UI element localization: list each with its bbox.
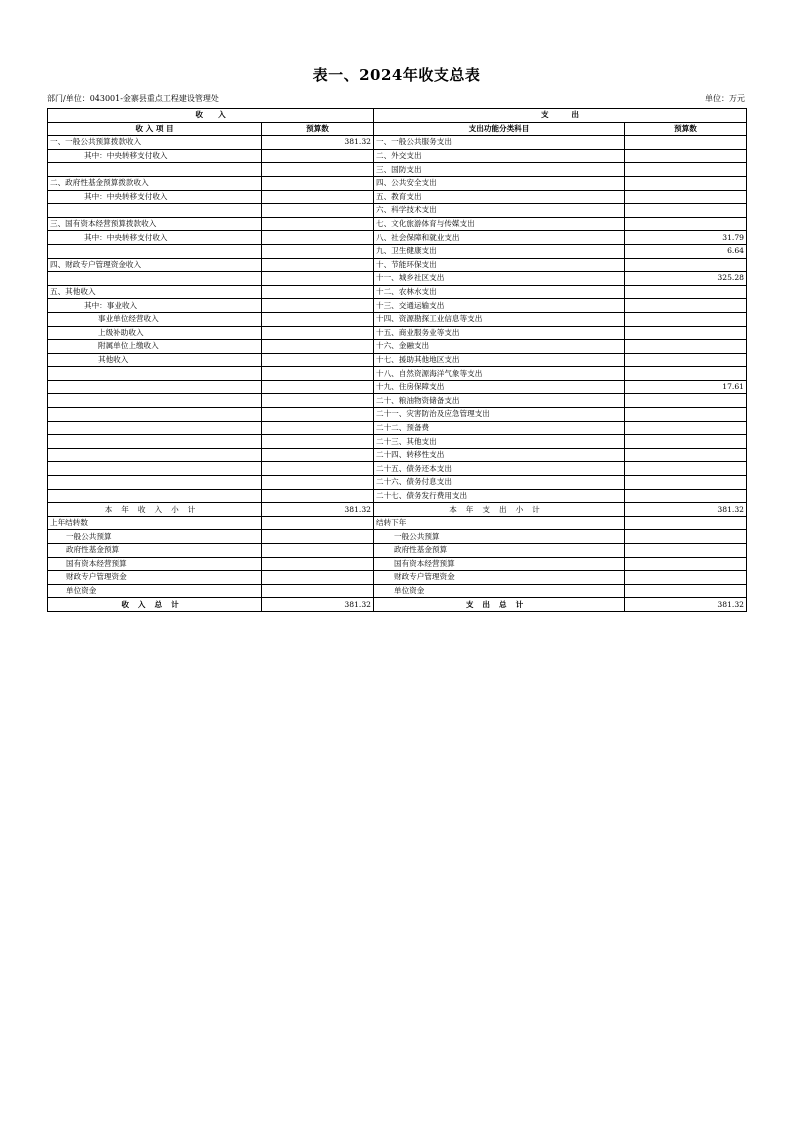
expense-item-cell: 十八、自然资源海洋气象等支出 (374, 367, 625, 381)
income-item-cell: 二、政府性基金预算拨款收入 (48, 176, 262, 190)
expense-budget-cell (625, 149, 747, 163)
income-item-cell: 上级补助收入 (48, 326, 262, 340)
income-item-cell (48, 476, 262, 490)
table-row (48, 272, 747, 286)
total-row (48, 598, 747, 612)
income-item-cell: 其中：中央转移支付收入 (48, 149, 262, 163)
income-item-cell (48, 435, 262, 449)
income-budget-cell (262, 231, 374, 245)
table-row (48, 462, 747, 476)
table-row (48, 163, 747, 177)
income-budget-cell (262, 530, 374, 544)
expense-budget-cell: 381.32 (625, 598, 747, 612)
expense-item-cell: 十六、金融支出 (374, 340, 625, 354)
expense-item-cell: 十一、城乡社区支出 (374, 272, 625, 286)
income-item-cell (48, 489, 262, 503)
expense-budget-cell (625, 326, 747, 340)
table-row (48, 204, 747, 218)
expense-item-cell: 二十、粮油物资储备支出 (374, 394, 625, 408)
expense-item-cell: 四、公共安全支出 (374, 176, 625, 190)
income-item-cell (48, 204, 262, 218)
income-item-cell: 其他收入 (48, 353, 262, 367)
income-item-cell: 本年收入小计 (48, 503, 262, 517)
income-item-cell (48, 244, 262, 258)
expense-item-cell: 结转下年 (374, 516, 625, 530)
income-budget-cell (262, 244, 374, 258)
table-row (48, 190, 747, 204)
expense-item-cell: 二十三、其他支出 (374, 435, 625, 449)
table-row (48, 176, 747, 190)
table-row (48, 312, 747, 326)
income-item-cell: 收入总计 (48, 598, 262, 612)
expense-item-cell: 二十一、灾害防治及应急管理支出 (374, 408, 625, 422)
expense-item-header: 支出功能分类科目 (374, 122, 625, 136)
income-budget-cell (262, 571, 374, 585)
expense-budget-cell (625, 516, 747, 530)
carryover-row (48, 544, 747, 558)
table-row (48, 394, 747, 408)
expense-budget-cell (625, 462, 747, 476)
expense-item-cell: 支出总计 (374, 598, 625, 612)
income-budget-cell (262, 326, 374, 340)
expense-item-cell: 十三、交通运输支出 (374, 299, 625, 313)
table-row (48, 476, 747, 490)
expense-item-cell: 一、一般公共服务支出 (374, 136, 625, 150)
income-budget-cell (262, 394, 374, 408)
income-budget-cell (262, 204, 374, 218)
table-row (48, 299, 747, 313)
income-budget-cell (262, 408, 374, 422)
income-budget-cell (262, 557, 374, 571)
income-item-cell (48, 163, 262, 177)
income-budget-cell (262, 367, 374, 381)
table-row (48, 380, 747, 394)
income-item-cell (48, 408, 262, 422)
expense-budget-cell (625, 367, 747, 381)
expense-budget-cell: 325.28 (625, 272, 747, 286)
income-budget-cell (262, 217, 374, 231)
expense-budget-cell (625, 476, 747, 490)
expense-budget-cell (625, 136, 747, 150)
income-item-cell: 财政专户管理资金 (48, 571, 262, 585)
income-budget-cell (262, 462, 374, 476)
department-label: 部门/单位：043001-金寨县重点工程建设管理处 (47, 94, 219, 103)
expense-budget-cell (625, 394, 747, 408)
income-item-cell (48, 448, 262, 462)
expense-budget-cell (625, 299, 747, 313)
income-item-cell (48, 367, 262, 381)
expense-item-cell: 十四、资源勘探工业信息等支出 (374, 312, 625, 326)
income-item-cell (48, 421, 262, 435)
expense-budget-cell (625, 163, 747, 177)
expense-budget-cell: 6.64 (625, 244, 747, 258)
income-budget-cell: 381.32 (262, 598, 374, 612)
table-row (48, 421, 747, 435)
expense-budget-cell (625, 408, 747, 422)
table-row (48, 448, 747, 462)
column-header-row (48, 122, 747, 136)
expense-item-cell: 三、国防支出 (374, 163, 625, 177)
income-budget-cell (262, 149, 374, 163)
expense-budget-cell (625, 217, 747, 231)
income-budget-cell (262, 176, 374, 190)
income-budget-cell (262, 340, 374, 354)
expense-item-cell: 单位资金 (374, 584, 625, 598)
income-budget-cell (262, 476, 374, 490)
expense-budget-cell: 381.32 (625, 503, 747, 517)
income-item-cell: 一、一般公共预算拨款收入 (48, 136, 262, 150)
section-header-row (48, 109, 747, 123)
table-row (48, 326, 747, 340)
unit-label: 单位：万元 (705, 94, 745, 103)
income-budget-cell: 381.32 (262, 503, 374, 517)
income-item-cell: 上年结转数 (48, 516, 262, 530)
table-row (48, 244, 747, 258)
income-budget-cell (262, 421, 374, 435)
expense-budget-cell (625, 448, 747, 462)
expense-section-header: 支 出 (374, 109, 747, 123)
expense-budget-cell (625, 421, 747, 435)
carryover-row (48, 557, 747, 571)
expense-budget-cell (625, 557, 747, 571)
income-budget-cell (262, 544, 374, 558)
income-budget-cell (262, 163, 374, 177)
expense-item-cell: 二十二、预备费 (374, 421, 625, 435)
income-item-header: 收 入 项 目 (48, 122, 262, 136)
carryover-row (48, 530, 747, 544)
income-item-cell (48, 462, 262, 476)
income-budget-cell (262, 258, 374, 272)
table-row (48, 340, 747, 354)
expense-item-cell: 十九、住房保障支出 (374, 380, 625, 394)
income-item-cell: 四、财政专户管理资金收入 (48, 258, 262, 272)
expense-budget-cell (625, 353, 747, 367)
expense-item-cell: 十、节能环保支出 (374, 258, 625, 272)
income-budget-cell (262, 285, 374, 299)
income-item-cell (48, 394, 262, 408)
expense-item-cell: 七、文化旅游体育与传媒支出 (374, 217, 625, 231)
expense-budget-cell: 17.61 (625, 380, 747, 394)
expense-budget-cell (625, 312, 747, 326)
income-item-cell: 其中：中央转移支付收入 (48, 190, 262, 204)
expense-item-cell: 十五、商业服务业等支出 (374, 326, 625, 340)
expense-budget-cell (625, 584, 747, 598)
carryover-row (48, 584, 747, 598)
expense-item-cell: 二、外交支出 (374, 149, 625, 163)
expense-item-cell: 十七、援助其他地区支出 (374, 353, 625, 367)
income-budget-cell (262, 272, 374, 286)
table-row (48, 489, 747, 503)
table-row (48, 435, 747, 449)
expense-budget-cell (625, 176, 747, 190)
income-item-cell: 附属单位上缴收入 (48, 340, 262, 354)
table-row (48, 231, 747, 245)
expense-budget-cell (625, 340, 747, 354)
expense-budget-header: 预算数 (625, 122, 747, 136)
expense-budget-cell (625, 571, 747, 585)
income-budget-cell (262, 299, 374, 313)
income-budget-header: 预算数 (262, 122, 374, 136)
expense-budget-cell (625, 489, 747, 503)
expense-item-cell: 二十六、债务付息支出 (374, 476, 625, 490)
income-budget-cell (262, 448, 374, 462)
expense-item-cell: 二十七、债务发行费用支出 (374, 489, 625, 503)
income-item-cell (48, 380, 262, 394)
expense-budget-cell (625, 258, 747, 272)
expense-item-cell: 本年支出小计 (374, 503, 625, 517)
income-item-cell: 其中：中央转移支付收入 (48, 231, 262, 245)
carryover-row (48, 571, 747, 585)
table-row (48, 258, 747, 272)
income-item-cell: 国有资本经营预算 (48, 557, 262, 571)
expense-budget-cell (625, 544, 747, 558)
income-item-cell: 政府性基金预算 (48, 544, 262, 558)
income-item-cell: 其中：事业收入 (48, 299, 262, 313)
expense-budget-cell (625, 190, 747, 204)
expense-item-cell: 八、社会保障和就业支出 (374, 231, 625, 245)
expense-item-cell: 五、教育支出 (374, 190, 625, 204)
income-budget-cell (262, 353, 374, 367)
carryover-row (48, 516, 747, 530)
table-row (48, 136, 747, 150)
income-item-cell: 三、国有资本经营预算拨款收入 (48, 217, 262, 231)
table-row (48, 367, 747, 381)
income-item-cell: 五、其他收入 (48, 285, 262, 299)
income-item-cell: 单位资金 (48, 584, 262, 598)
expense-item-cell: 二十五、债务还本支出 (374, 462, 625, 476)
page-title: 表一、2024年收支总表 (312, 66, 481, 84)
income-budget-cell (262, 312, 374, 326)
income-item-cell: 一般公共预算 (48, 530, 262, 544)
expense-budget-cell (625, 204, 747, 218)
expense-item-cell: 国有资本经营预算 (374, 557, 625, 571)
expense-budget-cell: 31.79 (625, 231, 747, 245)
expense-budget-cell (625, 530, 747, 544)
expense-item-cell: 六、科学技术支出 (374, 204, 625, 218)
income-budget-cell (262, 380, 374, 394)
income-budget-cell (262, 584, 374, 598)
table-row (48, 149, 747, 163)
expense-budget-cell (625, 435, 747, 449)
expense-budget-cell (625, 285, 747, 299)
expense-item-cell: 政府性基金预算 (374, 544, 625, 558)
income-budget-cell (262, 489, 374, 503)
table-row (48, 217, 747, 231)
income-section-header: 收 入 (48, 109, 374, 123)
expense-item-cell: 二十四、转移性支出 (374, 448, 625, 462)
income-item-cell: 事业单位经营收入 (48, 312, 262, 326)
expense-item-cell: 财政专户管理资金 (374, 571, 625, 585)
income-item-cell (48, 272, 262, 286)
expense-item-cell: 十二、农林水支出 (374, 285, 625, 299)
table-row (48, 285, 747, 299)
table-row (48, 408, 747, 422)
table-row (48, 353, 747, 367)
expense-item-cell: 九、卫生健康支出 (374, 244, 625, 258)
income-budget-cell: 381.32 (262, 136, 374, 150)
income-budget-cell (262, 516, 374, 530)
income-budget-cell (262, 190, 374, 204)
subtotal-row (48, 503, 747, 517)
expense-item-cell: 一般公共预算 (374, 530, 625, 544)
income-budget-cell (262, 435, 374, 449)
budget-summary-table (47, 108, 747, 612)
